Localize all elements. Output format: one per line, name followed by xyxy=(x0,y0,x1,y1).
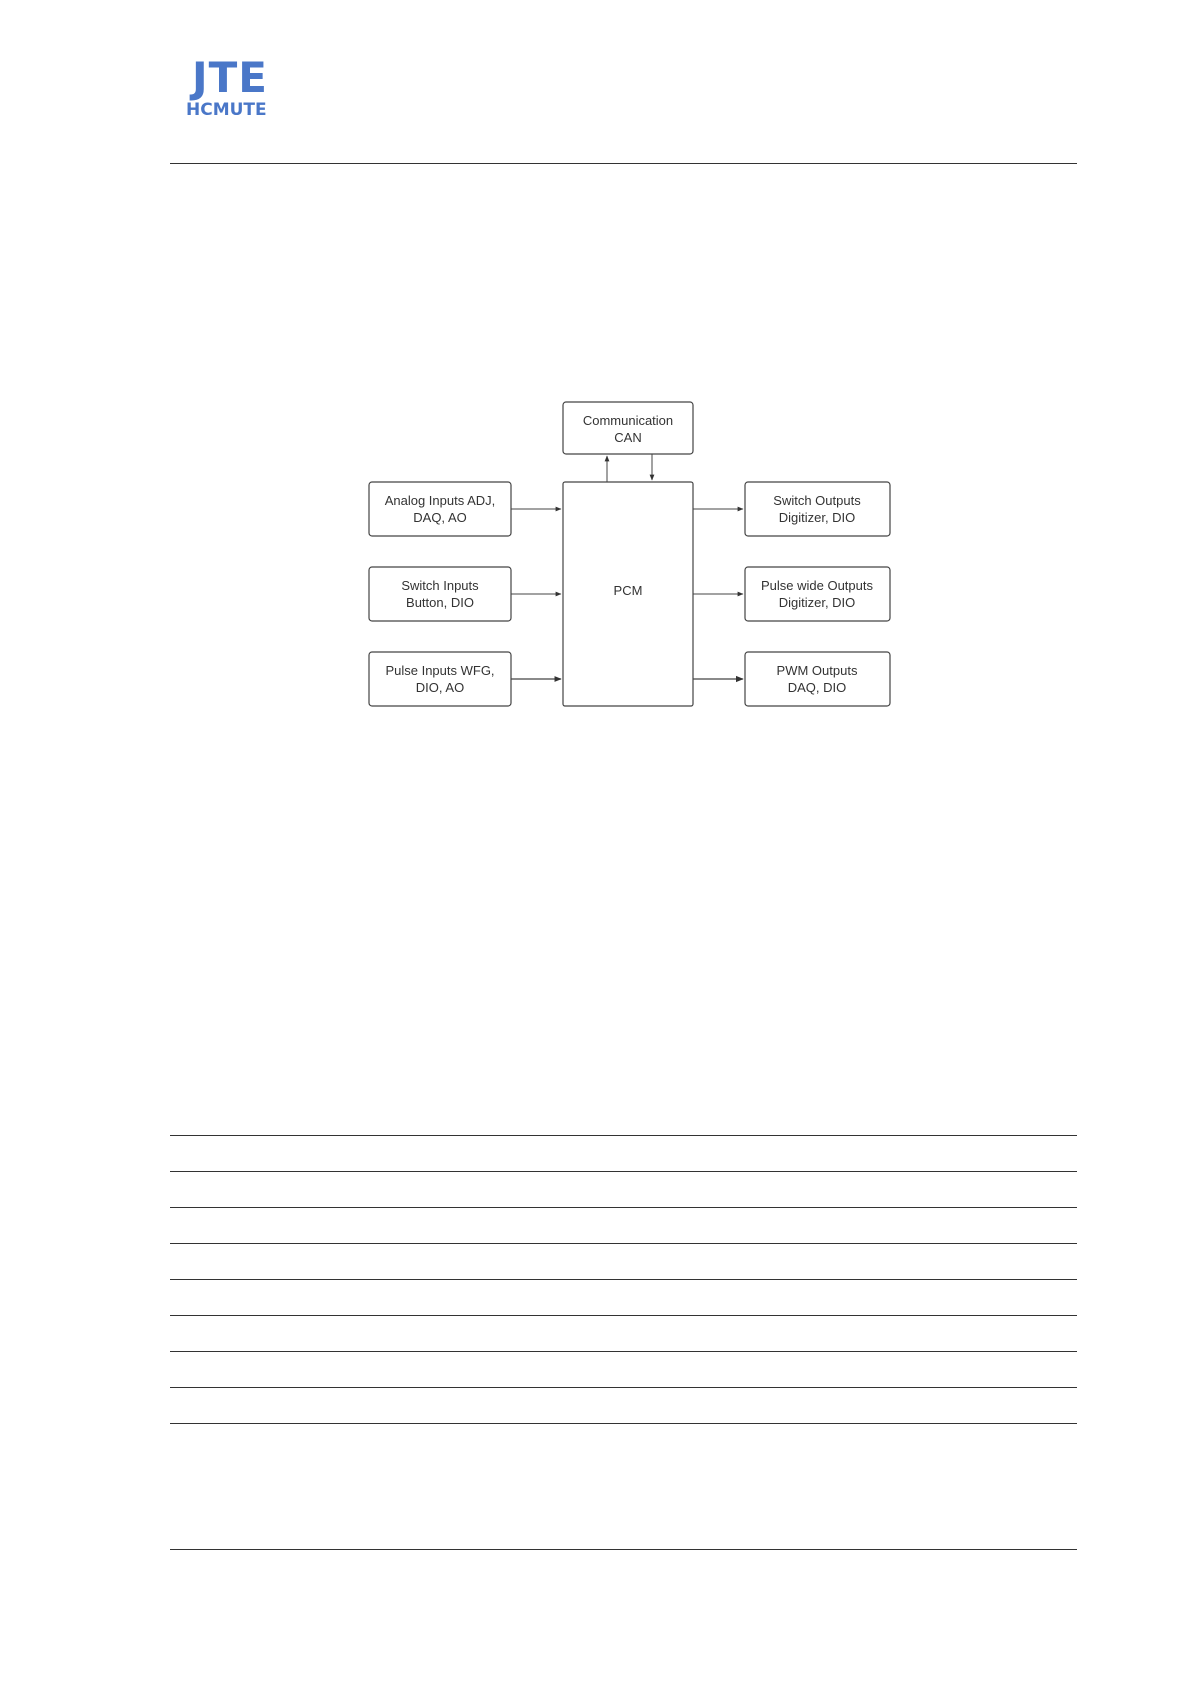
logo-sub-text: HCMUTE xyxy=(186,100,267,120)
input-box-pulse xyxy=(369,652,511,706)
output-label-2: DAQ, DIO xyxy=(787,680,847,695)
output-label-1: PWM Outputs xyxy=(776,663,858,678)
table-row-divider xyxy=(170,1171,1077,1172)
pcm-label: PCM xyxy=(613,583,643,598)
table-bottom-border xyxy=(170,1423,1077,1424)
output-label-2: Digitizer, DIO xyxy=(778,595,856,610)
table-row-divider xyxy=(170,1351,1077,1352)
communication-label-2: CAN xyxy=(614,430,642,445)
input-label-2: DAQ, AO xyxy=(413,510,467,525)
table-row-divider xyxy=(170,1207,1077,1208)
input-label-1: Pulse Inputs WFG, xyxy=(385,663,495,678)
output-box-pulse-wide xyxy=(745,567,890,621)
output-label-1: Switch Outputs xyxy=(773,493,861,508)
table-row-divider xyxy=(170,1243,1077,1244)
table-row-divider xyxy=(170,1387,1077,1388)
output-label-1: Pulse wide Outputs xyxy=(760,578,874,593)
communication-box xyxy=(563,402,693,454)
pcm-box xyxy=(563,482,693,706)
logo-main-text: JTE xyxy=(192,53,268,102)
journal-logo xyxy=(186,53,286,122)
input-label-2: Button, DIO xyxy=(406,595,474,610)
input-label-1: Switch Inputs xyxy=(401,578,479,593)
output-label-2: Digitizer, DIO xyxy=(778,510,856,525)
input-box-switch xyxy=(369,567,511,621)
output-box-pwm xyxy=(745,652,890,706)
output-box-switch xyxy=(745,482,890,536)
table-top-border xyxy=(170,1135,1077,1136)
table-row-divider xyxy=(170,1315,1077,1316)
communication-label-1: Communication xyxy=(582,413,674,428)
table-row-divider xyxy=(170,1279,1077,1280)
input-label-1: Analog Inputs ADJ, xyxy=(384,493,496,508)
input-box-analog xyxy=(369,482,511,536)
input-label-2: DIO, AO xyxy=(415,680,465,695)
header-divider xyxy=(170,163,1077,164)
footer-divider xyxy=(170,1549,1077,1550)
